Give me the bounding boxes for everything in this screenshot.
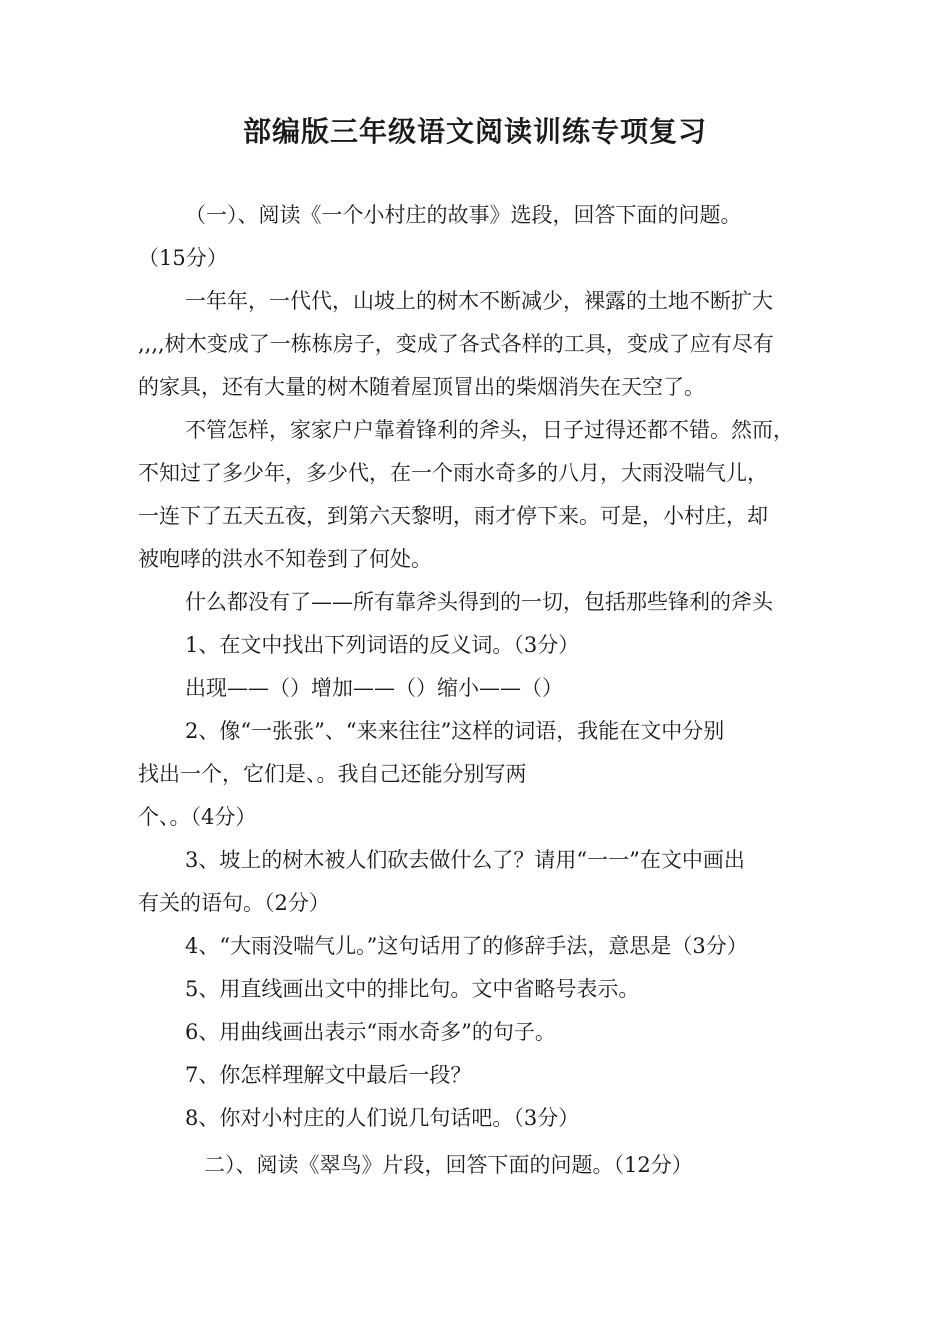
question-4: 4、“大雨没喘气儿。”这句话用了的修辞手法，意思是（3分） [185,934,748,958]
question-2-cont: 个、。（4分） [138,805,257,829]
question-5: 5、用直线画出文中的排比句。文中省略号表示。 [185,977,640,1001]
question-1: 1、在文中找出下列词语的反义词。（3分） [185,633,580,657]
section2-heading: 二）、阅读《翠鸟》片段，回答下面的问题。（12分） [204,1153,693,1177]
passage-line: 一连下了五天五夜，到第六天黎明，雨才停下来。可是，小村庄，却 [138,504,768,528]
passage-line: 的家具，还有大量的树木随着屋顶冒出的柴烟消失在天空了。 [138,375,705,399]
passage-line: 被咆哮的洪水不知卷到了何处。 [138,547,432,571]
question-1-blanks: 出现——（）增加——（）缩小——（） [185,676,563,700]
question-3: 3、坡上的树木被人们砍去做什么了？请用“一一”在文中画出 [185,848,745,872]
question-8: 8、你对小村庄的人们说几句话吧。（3分） [185,1106,580,1130]
passage-line: 不知过了多少年，多少代，在一个雨水奇多的八月，大雨没喘气儿， [138,461,768,485]
question-3-cont: 有关的语句。（2分） [138,891,330,915]
passage-line: 不管怎样，家家户户靠着锋利的斧头，日子过得还都不错。然而， [185,418,794,442]
section1-heading: （一）、阅读《一个小村庄的故事》选段，回答下面的问题。 [185,203,742,227]
question-6: 6、用曲线画出表示“雨水奇多”的句子。 [185,1020,556,1044]
question-2: 2、像“一张张”、“来来往往”这样的词语，我能在文中分别 [185,719,725,743]
passage-line: ,,,,树木变成了一栋栋房子，变成了各式各样的工具，变成了应有尽有 [138,332,774,356]
document-title: 部编版三年级语文阅读训练专项复习 [242,115,707,148]
question-2-cont: 找出一个，它们是、。我自己还能分别写两 [138,762,527,786]
question-7: 7、你怎样理解文中最后一段？ [185,1063,472,1087]
section1-score: （15分） [138,246,228,270]
passage-line: 什么都没有了——所有靠斧头得到的一切，包括那些锋利的斧头 [185,590,773,614]
passage-line: 一年年，一代代，山坡上的树木不断减少，裸露的土地不断扩大 [185,289,773,313]
